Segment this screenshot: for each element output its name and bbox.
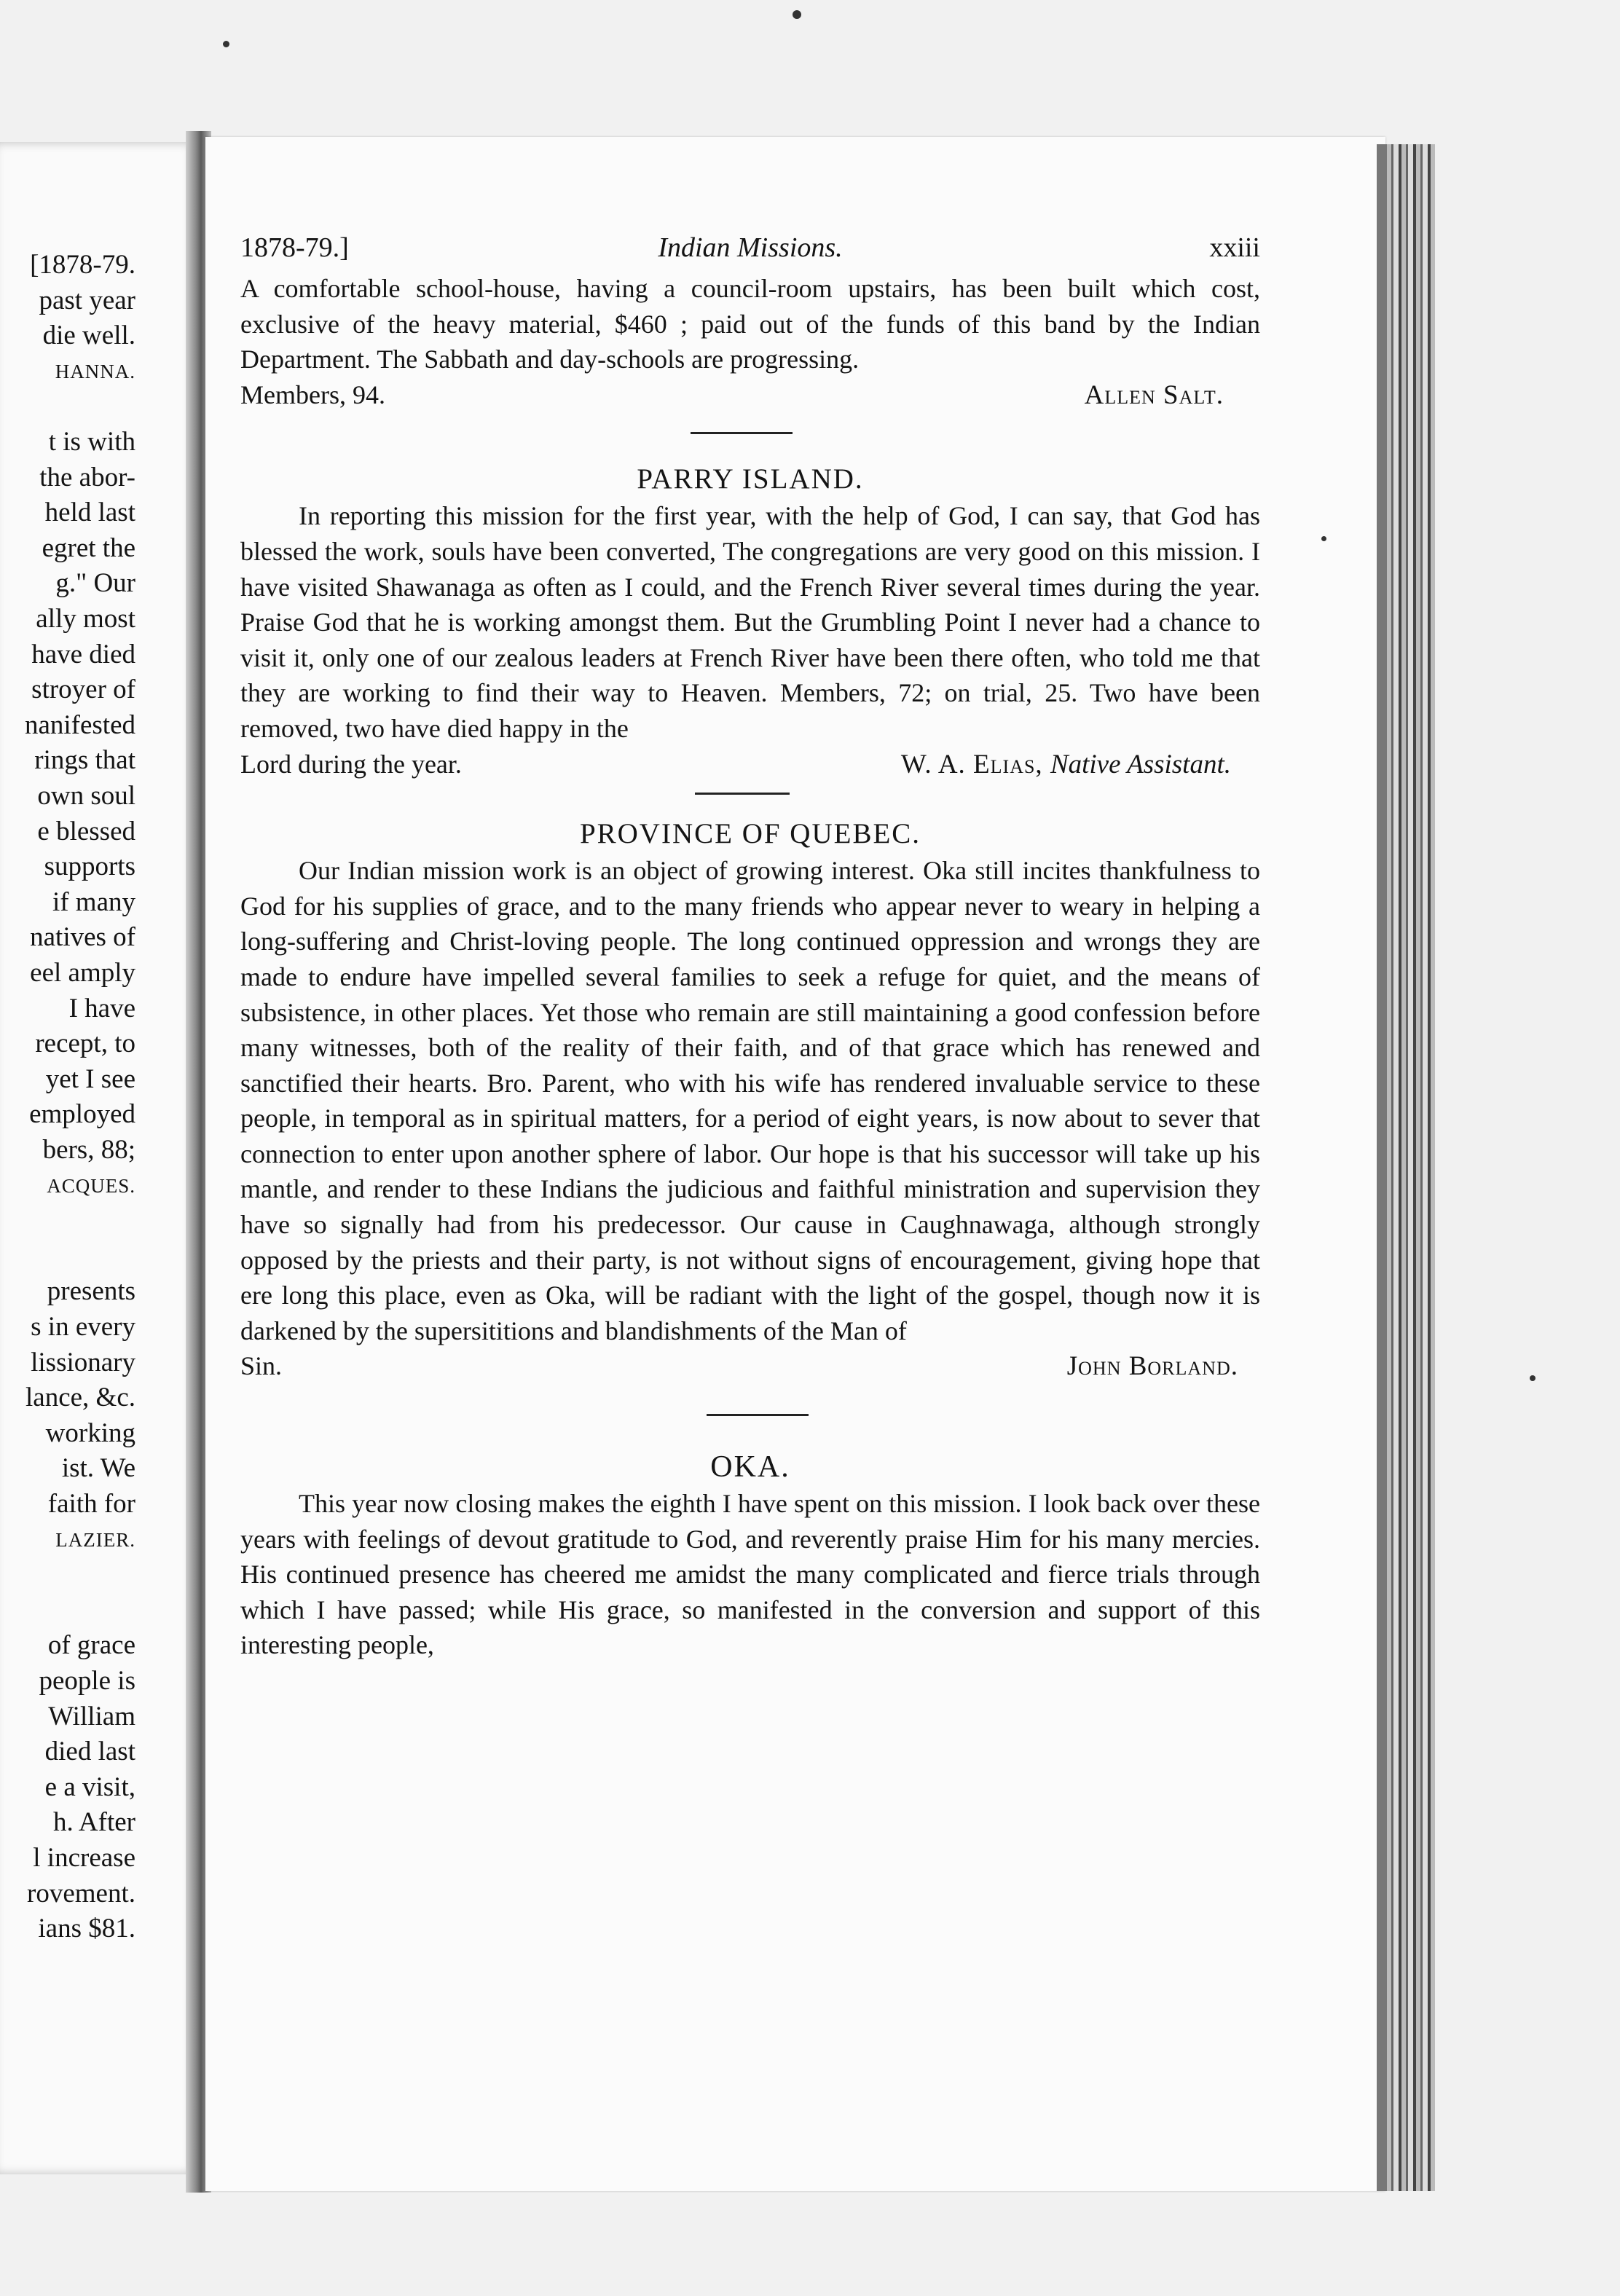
left-page-line: the abor-	[39, 462, 135, 492]
closing-line: Sin.	[240, 1351, 283, 1381]
section-heading: PROVINCE OF QUEBEC.	[579, 818, 921, 850]
left-page-line: rings that	[34, 745, 135, 776]
signature: Allen Salt.	[1084, 380, 1224, 410]
left-page-line: stroyer of	[31, 675, 135, 705]
left-page-line: egret the	[42, 532, 135, 563]
left-page-line: lance, &c.	[25, 1383, 135, 1413]
signature-name: W. A. Elias,	[900, 749, 1043, 779]
page-content	[240, 226, 1260, 1663]
left-page-line: e a visit,	[44, 1772, 135, 1802]
left-page-line: have died	[31, 639, 135, 669]
left-page-line: if many	[52, 886, 135, 917]
left-page-line: faith for	[47, 1489, 135, 1519]
scan-speck	[793, 10, 801, 19]
left-page-line: lissionary	[31, 1347, 135, 1377]
scan-speck	[1321, 536, 1326, 541]
left-page-line: HANNA.	[55, 360, 135, 382]
left-page-line: working	[45, 1418, 135, 1448]
left-page-line: died last	[44, 1737, 135, 1767]
left-page-line: ians $81.	[38, 1914, 135, 1944]
signature-title: Native Assistant.	[1050, 749, 1231, 779]
page-edges	[1384, 144, 1435, 2191]
left-page-line: eel amply	[30, 958, 135, 988]
signature	[901, 747, 1231, 783]
left-page-line: nanifested	[24, 709, 135, 740]
left-page-line: I have	[68, 993, 135, 1023]
left-page-line: people is	[39, 1666, 135, 1696]
left-page-line: LAZIER.	[55, 1528, 135, 1551]
left-page-line: past year	[39, 285, 135, 315]
section-divider	[707, 1414, 809, 1416]
left-page-line: ist. We	[61, 1453, 135, 1484]
section-paragraph: Our Indian mission work is an object of growing interest. Oka still incites thankfulness to God for his supplies of grace, and to the many friends who appear never to weary in helping a long-suffering and Christ-loving people. The long continued oppression and wrongs they are made to endure have impelled several families to seek a refuge for quiet, and the means of subsistence, in other places. Yet those who remain are still maintaining a good confession before many witnesses, both of the reality of their faith, and of that grace which has renewed and sanctified their hearts. Bro. Parent, who with his wife has rendered invaluable service to these people, in temporal as in spiritual matters, for a period of eight years, is now about to sever that connection to enter upon another sphere of labor. Our hope is that his successor will take up his mantle, and render to these Indians the judicious and faithful ministration and supervision they have so signally had from his predecessor. Our cause in Caughnawaga, although strongly opposed by the priests and their party, is not without signs of encouragement, giving hope that ere long this place, even as Oka, will be radiant with the light of the gospel, though now it is darkened by the supersititions and blandishments of the Man of	[240, 856, 1260, 1345]
left-page-line: presents	[47, 1276, 135, 1307]
scan-speck	[223, 41, 229, 47]
intro-signature-line	[240, 377, 1260, 414]
left-page-line: ACQUES.	[47, 1174, 135, 1197]
left-page-line: g." Our	[55, 568, 135, 599]
left-page-line: natives of	[30, 922, 135, 953]
section-heading: PARRY ISLAND.	[637, 463, 864, 495]
left-page-line: bers, 88;	[42, 1135, 135, 1165]
left-page-line: William	[48, 1701, 135, 1731]
left-page-line: yet I see	[45, 1064, 135, 1094]
section-heading: OKA.	[710, 1450, 790, 1485]
signature: John Borland.	[1066, 1351, 1238, 1382]
running-head-title: Indian Missions.	[658, 232, 843, 263]
left-facing-page	[0, 142, 198, 2174]
intro-block	[240, 271, 1260, 413]
left-page-line: [1878-79.	[30, 250, 135, 280]
section-body-oka	[240, 1486, 1260, 1663]
section-paragraph: In reporting this mission for the first year, with the help of God, I can say, that God has blessed the work, souls have been converted, The congregations are very good on this mission. I have visited Shawanaga as often as I could, and the French River several times during the year. Praise God that he is working amongst them. But the Grumbling Point I never had a chance to visit it, only one of our zealous leaders at French River have been there often, who told me that they are working to find their way to Heaven. Members, 72; on trial, 25. Two have been removed, two have died happy in the	[240, 501, 1260, 743]
left-page-line: of grace	[47, 1630, 135, 1661]
section-divider	[695, 793, 790, 795]
left-page-line: t is with	[48, 427, 135, 457]
page-edge-shadow	[1377, 144, 1387, 2191]
section-body-quebec	[240, 853, 1260, 1385]
left-page-line: e blessed	[37, 816, 135, 846]
intro-text: A comfortable school-house, having a council-room upstairs, has been built which cost, exclusive of the heavy material, $460 ; paid out of the funds of this band by the Indian Department. The Sabbath and day-schools are progressing.	[240, 274, 1260, 374]
left-page-line: h. After	[52, 1807, 135, 1838]
left-page-line: rovement.	[27, 1878, 135, 1908]
left-page-line: supports	[44, 852, 135, 882]
intro-paragraph	[240, 271, 1260, 377]
closing-line: Lord during the year.	[240, 749, 462, 779]
left-page-line: l increase	[33, 1843, 135, 1873]
section-signature-line	[240, 1348, 1260, 1385]
section-body-parry-island	[240, 498, 1260, 782]
left-page-line: die well.	[42, 321, 135, 351]
scan-speck	[1530, 1375, 1536, 1381]
left-page-line: ally most	[36, 604, 135, 634]
page-number: xxiii	[1209, 232, 1260, 263]
running-head-year: 1878-79.]	[240, 232, 349, 263]
left-page-line: recept, to	[35, 1029, 135, 1059]
left-page-line: own soul	[37, 781, 135, 811]
section-divider	[691, 432, 793, 434]
section-paragraph: This year now closing makes the eighth I have spent on this mission. I look back over these years with feelings of devout gratitude to God, and reverently praise Him for his many mercies. His continued presence has cheered me amidst the many complicated and fierce trials through which I have passed; while His grace, so manifested in the conversion and support of this interesting people,	[240, 1489, 1260, 1660]
left-page-line: s in every	[31, 1312, 135, 1342]
left-page-line: held last	[44, 498, 135, 528]
intro-members: Members, 94.	[240, 380, 385, 409]
left-page-line: employed	[29, 1099, 135, 1130]
section-signature-line	[240, 747, 1260, 783]
running-head	[240, 226, 1260, 270]
